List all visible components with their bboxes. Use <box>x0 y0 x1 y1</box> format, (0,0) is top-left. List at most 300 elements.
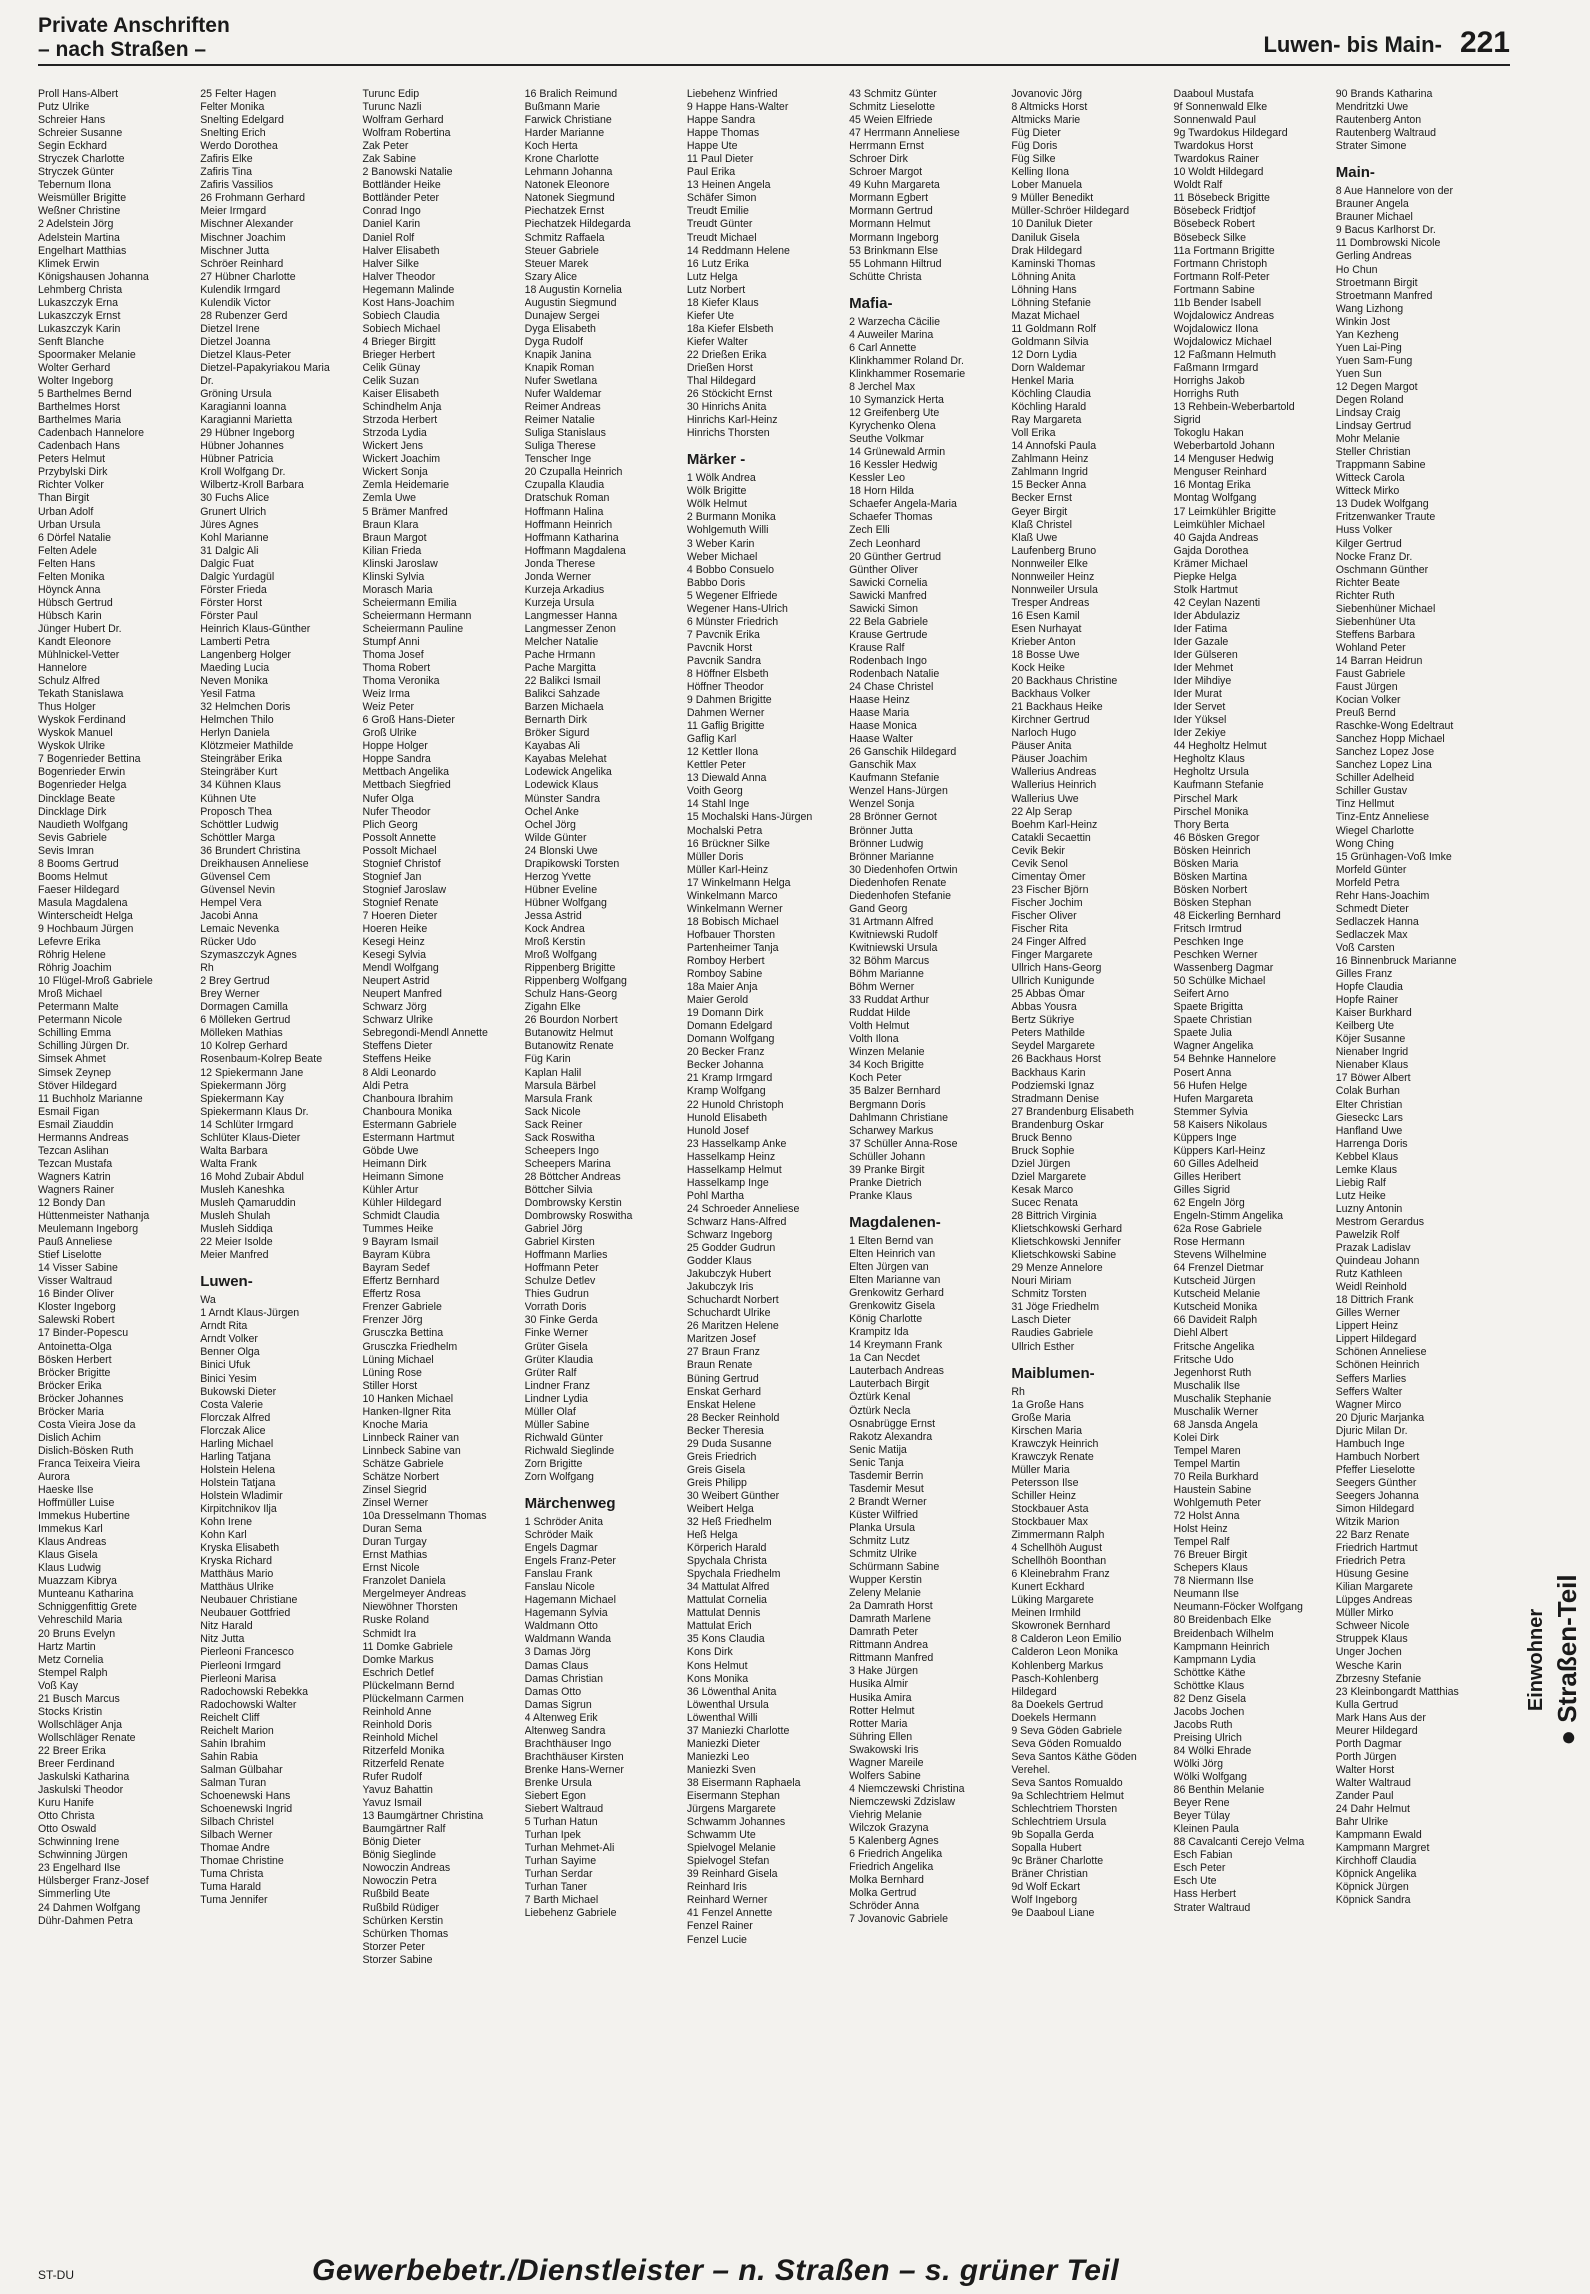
list-item: Plich Georg <box>362 818 418 831</box>
list-item: Sobiech Claudia <box>362 309 440 322</box>
list-item: Yan Kezheng <box>1335 328 1399 341</box>
list-item: Weibert Helga <box>686 1502 754 1515</box>
list-item: Wohland Peter <box>1335 641 1406 654</box>
list-item: Lindner Lydia <box>524 1392 588 1405</box>
list-item: Kaiser Elisabeth <box>362 388 439 401</box>
list-item: Rippenberg Wolfgang <box>524 975 627 988</box>
street-heading: Maiblumen- <box>1011 1364 1095 1382</box>
list-item: 10a Dresselmann Thomas <box>362 1510 487 1523</box>
list-item: Zak Peter <box>362 140 409 153</box>
list-item: 14 Reddmann Helene <box>686 244 790 257</box>
list-item: Winkin Jost <box>1335 315 1390 328</box>
list-item: Hofbauer Thorsten <box>686 928 776 941</box>
list-item: 23 Fischer Björn <box>1011 883 1089 896</box>
list-item: Fischer Oliver <box>1011 909 1077 922</box>
list-item: Mettbach Siegfried <box>362 779 451 792</box>
list-item: Pawelzik Rolf <box>1335 1228 1400 1241</box>
list-item: Kaminski Thomas <box>1011 257 1096 270</box>
list-item: Schöttke Käthe <box>1173 1666 1246 1679</box>
list-item: Dalgic Yurdagül <box>200 570 275 583</box>
list-item: 9 Seva Göden Gabriele <box>1011 1724 1123 1737</box>
list-item: Kloster Ingeborg <box>38 1301 116 1314</box>
list-item: Wolter Gerhard <box>38 361 111 374</box>
list-item: Böttcher Silvia <box>524 1183 593 1196</box>
list-item: Felten Adele <box>38 544 97 557</box>
list-item: Damas Claus <box>524 1659 589 1672</box>
list-item: 84 Wölki Ehrade <box>1173 1744 1252 1757</box>
list-item: Zorn Brigitte <box>524 1457 583 1470</box>
list-item: Ider Abdulaziz <box>1173 609 1241 622</box>
list-item: Braun Margot <box>362 531 427 544</box>
street-heading: Main- <box>1335 164 1375 182</box>
list-item: Herzog Yvette <box>524 870 592 883</box>
list-item: Horrighs Ruth <box>1173 388 1239 401</box>
list-item: Schöttler Ludwig <box>200 818 279 831</box>
list-item: 27 Brandenburg Elisabeth <box>1011 1105 1134 1118</box>
list-item: Lüking Margarete <box>1011 1594 1094 1607</box>
list-item: 9 Müller Benedikt <box>1011 192 1094 205</box>
list-item: Adelstein Martina <box>38 231 120 244</box>
list-item: Bottländer Peter <box>362 192 439 205</box>
list-item: Brenke Ursula <box>524 1776 592 1789</box>
list-item: Sevis Imran <box>38 844 94 857</box>
list-item: Godder Klaus <box>686 1255 752 1268</box>
list-item: 34 Koch Brigitte <box>849 1059 924 1072</box>
list-item: 8 Booms Gertrud <box>38 857 119 870</box>
list-item: 11 Gaflig Brigitte <box>686 720 765 733</box>
list-item: Wölki Jörg <box>1173 1758 1223 1770</box>
list-item: 7 Pavcnik Erika <box>686 628 760 641</box>
list-item: Elten Heinrich van <box>849 1247 936 1260</box>
side-tab <box>1522 1380 1586 1940</box>
list-item: Yuen Sam-Fung <box>1335 354 1413 367</box>
list-item: Sühring Ellen <box>849 1730 913 1743</box>
list-item: 18a Kiefer Elsbeth <box>686 322 774 335</box>
list-item: Wollschläger Anja <box>38 1718 123 1731</box>
list-item: Schellhöh Boonthan <box>1011 1555 1107 1568</box>
list-item: Silbach Christel <box>200 1816 274 1829</box>
list-item: Schweer Nicole <box>1335 1620 1410 1633</box>
list-item: Hoppe Sandra <box>362 753 431 766</box>
list-item: Wesche Karin <box>1335 1659 1402 1672</box>
list-item: Klaus Gisela <box>38 1549 98 1562</box>
list-item: Fritsch Irmtrud <box>1173 923 1242 935</box>
list-item: 6 Friedrich Angelika <box>849 1848 943 1861</box>
list-item: Elten Marianne van <box>849 1274 941 1287</box>
list-item: Wyskok Ferdinand <box>38 714 126 727</box>
list-item: Nonnweiler Heinz <box>1011 570 1095 583</box>
list-item: Hasselkamp Inge <box>686 1176 769 1189</box>
list-item: Kiefer Ute <box>686 309 734 322</box>
list-item: Eisermann Stephan <box>686 1790 780 1802</box>
list-item: Pache Hrmann <box>524 649 596 662</box>
list-item: 10 Daniluk Dieter <box>1011 218 1093 231</box>
list-item: Schulze Detlev <box>524 1275 596 1288</box>
list-item: 37 Schüller Anna-Rose <box>849 1137 958 1150</box>
list-item: Hanfland Uwe <box>1335 1124 1403 1137</box>
list-item: 14 Grünewald Armin <box>849 446 946 459</box>
list-item: Neupert Astrid <box>362 975 430 988</box>
list-item: Kryska Elisabeth <box>200 1542 280 1555</box>
list-item: Twardokus Horst <box>1173 140 1254 153</box>
list-item: Schwarz Hans-Alfred <box>686 1215 787 1228</box>
list-item: Wagners Katrin <box>38 1170 111 1183</box>
list-item: Abbas Yousra <box>1011 1001 1077 1014</box>
list-item: Simsek Zeynep <box>38 1066 112 1079</box>
list-item: 54 Behnke Hannelore <box>1173 1053 1277 1066</box>
list-item: Steuer Gabriele <box>524 244 599 257</box>
list-item: 28 Becker Reinhold <box>686 1411 780 1424</box>
list-item: Rittmann Manfred <box>849 1652 934 1665</box>
list-item: 7 Barth Michael <box>524 1894 599 1907</box>
list-item: Müller Mirko <box>1335 1607 1394 1620</box>
list-item: Breer Ferdinand <box>38 1758 115 1770</box>
list-item: Becker Johanna <box>686 1059 764 1072</box>
list-item: Lutz Heike <box>1335 1189 1386 1202</box>
list-item: Damrath Marlene <box>849 1613 931 1626</box>
column-7 <box>1011 88 1163 2233</box>
list-item: Felter Monika <box>200 101 265 114</box>
list-item: Siebenhüner Michael <box>1335 602 1436 615</box>
list-item: Strzoda Herbert <box>362 414 438 427</box>
list-item: 13 Heinen Angela <box>686 179 771 192</box>
list-item: Turunc Nazli <box>362 101 422 114</box>
list-item: Aldi Petra <box>362 1079 409 1092</box>
list-item: Linnbeck Sabine van <box>362 1444 461 1457</box>
list-item: 1 Schröder Anita <box>524 1516 603 1529</box>
list-item: 16 Esen Kamil <box>1011 609 1080 622</box>
list-item: Enskat Gerhard <box>686 1385 762 1398</box>
list-item: 14 Visser Sabine <box>38 1262 118 1275</box>
list-item: Tuma Jennifer <box>200 1894 268 1907</box>
list-item: Dislich-Bösken Ruth <box>38 1444 134 1457</box>
list-item: Siebert Waltraud <box>524 1803 604 1816</box>
list-item: Meurer Hildegard <box>1335 1724 1418 1737</box>
list-item: Hoffmann Marlies <box>524 1249 608 1262</box>
list-item: Mormann Helmut <box>849 218 931 231</box>
list-item: Pavcnik Horst <box>686 641 753 654</box>
list-item: Maniezki Dieter <box>686 1737 760 1750</box>
directory-columns <box>38 88 1488 2233</box>
list-item: Kutscheid Jürgen <box>1173 1275 1256 1288</box>
list-item: Neubauer Gottfried <box>200 1607 291 1620</box>
list-item: 32 Böhm Marcus <box>849 955 930 967</box>
list-item: Keilberg Ute <box>1335 1020 1395 1033</box>
list-item: Damrath Peter <box>849 1626 918 1639</box>
list-item: Pranke Dietrich <box>849 1176 922 1189</box>
list-item: 13 Baumgärtner Christina <box>362 1810 484 1823</box>
list-item: Köpnick Jürgen <box>1335 1881 1409 1894</box>
list-item: 28 Rubenzer Gerd <box>200 309 288 322</box>
list-item: 20 Becker Franz <box>686 1046 765 1059</box>
list-item: Preuß Bernd <box>1335 707 1396 720</box>
list-item: Pierleoni Francesco <box>200 1646 294 1659</box>
list-item: Schöttke Klaus <box>1173 1679 1245 1692</box>
list-item: Jacobi Anna <box>200 909 258 922</box>
list-item: 14 Menguser Hedwig <box>1173 453 1274 466</box>
list-item: Voß Carsten <box>1335 941 1395 954</box>
list-item: Steingräber Kurt <box>200 766 278 779</box>
list-item: Daniluk Gisela <box>1011 231 1080 244</box>
list-item: Dorn Waldemar <box>1011 361 1086 374</box>
list-item: Knoche Maria <box>362 1418 428 1431</box>
list-item: 2 Burmann Monika <box>686 511 776 524</box>
list-item: Nouri Miriam <box>1011 1275 1072 1288</box>
list-item: 5 Wegener Elfriede <box>686 589 778 602</box>
list-item: 11 Buchholz Marianne <box>38 1092 143 1105</box>
list-item: Ganschik Max <box>849 759 917 772</box>
list-item: Engeln-Stimm Angelika <box>1173 1210 1284 1223</box>
list-item: Hegemann Malinde <box>362 283 455 296</box>
list-item: 33 Ruddat Arthur <box>849 994 930 1007</box>
list-item: Plückelmann Carmen <box>362 1692 464 1705</box>
list-item: 12 Spiekermann Jane <box>200 1066 304 1079</box>
list-item: Bräner Christian <box>1011 1868 1088 1881</box>
list-item: Happe Sandra <box>686 114 756 127</box>
list-item: Thoma Josef <box>362 649 424 662</box>
list-item: Fritsche Udo <box>1173 1353 1234 1366</box>
list-item: 72 Holst Anna <box>1173 1510 1240 1523</box>
list-item: Löwenthal Ursula <box>686 1698 769 1711</box>
list-item: Kilian Margarete <box>1335 1581 1413 1594</box>
list-item: Kirchner Gertrud <box>1011 714 1090 727</box>
list-item: Tempel Martin <box>1173 1457 1241 1470</box>
list-item: Reimer Andreas <box>524 401 601 414</box>
list-item: Öztürk Necla <box>849 1404 911 1417</box>
list-item: Matthäus Mario <box>200 1568 274 1581</box>
list-item: Planka Ursula <box>849 1521 916 1534</box>
list-item: Mergelmeyer Andreas <box>362 1588 467 1601</box>
list-item: Arndt Rita <box>200 1320 248 1333</box>
list-item: 30 Fuchs Alice <box>200 492 270 505</box>
list-item: Thomae Christine <box>200 1855 284 1868</box>
list-item: Nonnweiler Elke <box>1011 557 1088 570</box>
list-item: Bernarth Dirk <box>524 714 588 727</box>
list-item: Effertz Bernhard <box>362 1275 440 1288</box>
list-item: Pierleoni Marisa <box>200 1672 277 1685</box>
list-item: Ochel Anke <box>524 805 579 818</box>
list-item: Große Maria <box>1011 1411 1071 1424</box>
list-item: Siebert Egon <box>524 1790 586 1802</box>
list-item: Wojdalowicz Andreas <box>1173 309 1275 322</box>
list-item: 1 Wölk Andrea <box>686 472 756 485</box>
list-item: Dincklage Dirk <box>38 805 107 818</box>
list-item: Barthelmes Horst <box>38 401 120 414</box>
list-item: Reinhard Werner <box>686 1894 768 1907</box>
list-item: Wenzel Sonja <box>849 798 915 811</box>
list-item: Krause Gertrude <box>849 628 928 641</box>
list-item: Nowoczin Petra <box>362 1875 437 1888</box>
list-item: 8 Aldi Leonardo <box>362 1066 437 1079</box>
list-item: Schätze Norbert <box>362 1470 439 1483</box>
list-item: Kohlenberg Markus <box>1011 1659 1104 1672</box>
list-item: Sahin Ibrahim <box>200 1737 266 1750</box>
list-item: Klinkhammer Roland Dr. <box>849 354 964 367</box>
list-item: Seffers Marlies <box>1335 1372 1407 1385</box>
list-item: Hübsch Karin <box>38 609 102 622</box>
list-item: Tempel Maren <box>1173 1444 1241 1457</box>
list-item: Klaß Uwe <box>1011 531 1058 544</box>
list-item: Brönner Jutta <box>849 824 913 837</box>
list-item: Dziel Jürgen <box>1011 1157 1071 1170</box>
list-item: Schürken Kerstin <box>362 1914 444 1927</box>
list-item: Pauß Anneliese <box>38 1236 113 1249</box>
list-item: Jüres Agnes <box>200 518 259 531</box>
list-item: Schoenewski Ingrid <box>200 1803 293 1816</box>
list-item: Jonda Werner <box>524 570 592 583</box>
list-item: Yesil Fatma <box>200 688 256 701</box>
list-item: Reinhold Doris <box>362 1718 432 1731</box>
list-item: 11 Dombrowski Nicole <box>1335 237 1441 250</box>
list-item: 25 Abbas Ömar <box>1011 988 1085 1001</box>
list-item: Bösken Stephan <box>1173 896 1252 909</box>
list-item: Füg Dieter <box>1011 127 1061 140</box>
list-item: Jacobs Ruth <box>1173 1718 1233 1731</box>
header-title <box>38 14 230 62</box>
list-item: Hoffmann Peter <box>524 1262 599 1275</box>
list-item: Otto Oswald <box>38 1823 97 1836</box>
list-item: Gröning Ursula <box>200 388 272 401</box>
list-item: Schilling Jürgen Dr. <box>38 1040 130 1053</box>
list-item: Morfeld Günter <box>1335 863 1407 876</box>
list-item: Dalgic Fuat <box>200 557 254 570</box>
list-item: Luzny Antonin <box>1335 1202 1403 1215</box>
list-item: Stognief Christof <box>362 857 441 870</box>
list-item: Jaskulski Katharina <box>38 1771 130 1784</box>
list-item: Dratschuk Roman <box>524 492 610 505</box>
list-item: Balikci Sahzade <box>524 688 601 701</box>
list-item: Schmidt Claudia <box>362 1210 440 1223</box>
list-item: Rotter Helmut <box>849 1704 915 1717</box>
list-item: 29 Hübner Ingeborg <box>200 427 295 440</box>
list-item: Degen Roland <box>1335 393 1404 406</box>
list-item: Ullrich Kunigunde <box>1011 975 1095 988</box>
list-item: Kiefer Walter <box>686 335 748 348</box>
street-range: Luwen- bis Main- <box>1263 32 1442 57</box>
list-item: Lindner Franz <box>524 1379 591 1392</box>
list-item: Schiller Adelheid <box>1335 772 1415 785</box>
list-item: Schmitz Ulrike <box>849 1548 917 1561</box>
list-item: Zemla Heidemarie <box>362 479 449 492</box>
list-item: Holstein Tatjana <box>200 1476 276 1489</box>
list-item: Stolk Hartmut <box>1173 583 1238 596</box>
list-item: Schwarz Jörg <box>362 1001 427 1014</box>
list-item: Greis Philipp <box>686 1476 747 1489</box>
list-item: Ider Yüksel <box>1173 714 1227 727</box>
list-item: Heimann Simone <box>362 1170 444 1183</box>
list-item: 8 Calderon Leon Emilio <box>1011 1633 1122 1646</box>
list-item: Diedenhofen Renate <box>849 876 947 889</box>
list-item: Pranke Klaus <box>849 1189 913 1202</box>
list-item: Schmitz Torsten <box>1011 1288 1087 1301</box>
list-item: 22 Meier Isolde <box>200 1236 273 1249</box>
list-item: Augustin Siegmund <box>524 296 617 309</box>
footer-code: ST-DU <box>38 2268 74 2282</box>
header-rule <box>38 64 1510 66</box>
list-item: Klimek Erwin <box>38 257 100 270</box>
list-item: Hüttenmeister Nathanja <box>38 1210 150 1223</box>
list-item: Rosenbaum-Kolrep Beate <box>200 1053 323 1066</box>
list-item: Grusczka Bettina <box>362 1327 444 1340</box>
list-item: Bröcker Maria <box>38 1405 104 1418</box>
list-item: 4 Schellhöh August <box>1011 1542 1103 1555</box>
list-item: Kesegi Heinz <box>362 936 425 949</box>
list-item: Schlüter Klaus-Dieter <box>200 1131 301 1144</box>
list-item: Lüning Michael <box>362 1353 434 1366</box>
list-item: Drak Hildegard <box>1011 244 1082 257</box>
list-item: Rakotz Alexandra <box>849 1430 933 1443</box>
list-item: 8 Altmicks Horst <box>1011 101 1088 114</box>
list-item: Spielvogel Stefan <box>686 1855 770 1868</box>
list-item: Richwald Sieglinde <box>524 1444 615 1457</box>
list-item: 16 Kessler Hedwig <box>849 459 938 472</box>
list-item: Tummes Heike <box>362 1223 434 1236</box>
list-item: 62 Engeln Jörg <box>1173 1196 1245 1209</box>
list-item: Böhm Marianne <box>849 968 924 981</box>
list-item: Liebehenz Gabriele <box>524 1907 617 1920</box>
list-item: 68 Jansda Angela <box>1173 1418 1258 1431</box>
list-item: Löhning Hans <box>1011 283 1077 296</box>
list-item: Lefevre Erika <box>38 936 101 949</box>
list-item: Spielvogel Melanie <box>686 1842 776 1855</box>
list-item: 15 Mochalski Hans-Jürgen <box>686 811 813 824</box>
list-item: Backhaus Karin <box>1011 1066 1086 1079</box>
list-item: Meier Irmgard <box>200 205 267 218</box>
list-item: Ritzerfeld Monika <box>362 1744 445 1757</box>
list-item: 16 Bralich Reimund <box>524 88 618 100</box>
list-item: Dincklage Beate <box>38 792 116 805</box>
list-item: Ider Mihdiye <box>1173 675 1232 688</box>
list-item: 30 Weibert Günther <box>686 1489 780 1502</box>
list-item: Frenzer Jörg <box>362 1314 423 1327</box>
list-item: Kaufmann Stefanie <box>1173 779 1264 792</box>
list-item: Kesegi Sylvia <box>362 949 427 962</box>
list-item: Kilger Gertrud <box>1335 537 1402 550</box>
list-item: Walta Frank <box>200 1157 257 1170</box>
list-item: 24 Finger Alfred <box>1011 936 1087 949</box>
list-item: Breidenbach Wilhelm <box>1173 1627 1274 1640</box>
list-item: Urban Ursula <box>38 518 101 531</box>
list-item: Bröcker Erika <box>38 1379 102 1392</box>
list-item: Wallerius Heinrich <box>1011 779 1097 792</box>
list-item: Lemaic Nevenka <box>200 923 280 935</box>
list-item: Damas Sigrun <box>524 1698 592 1711</box>
list-item: Bönig Sieglinde <box>362 1849 437 1862</box>
list-item: Dunajew Sergei <box>524 309 600 322</box>
list-item: Kirpitchnikov Ilja <box>200 1502 277 1515</box>
list-item: Binici Ufuk <box>200 1359 251 1372</box>
list-item: Damas Christian <box>524 1672 603 1685</box>
list-item: Domann Wolfgang <box>686 1033 775 1046</box>
list-item: Wassenberg Dagmar <box>1173 962 1274 975</box>
list-item: Jovanovic Jörg <box>1011 88 1082 100</box>
list-item: Klaß Christel <box>1011 518 1072 531</box>
list-item: 4 Bobbo Consuelo <box>686 563 775 576</box>
list-item: König Charlotte <box>849 1313 923 1326</box>
list-item: Kessler Leo <box>849 472 906 485</box>
list-item: Kurzeja Arkadius <box>524 583 605 596</box>
page-header <box>38 14 1510 64</box>
list-item: Stradmann Denise <box>1011 1092 1100 1105</box>
list-item: Marsula Bärbel <box>524 1079 596 1092</box>
list-item: Kock Andrea <box>524 923 585 935</box>
list-item: Holstein Wladimir <box>200 1489 283 1502</box>
list-item: Scharwey Markus <box>849 1124 934 1137</box>
list-item: Gabriel Jörg <box>524 1223 583 1236</box>
list-item: 24 Dahmen Wolfgang <box>38 1901 141 1914</box>
list-item: Celik Suzan <box>362 375 419 388</box>
list-item: Dombrowsky Kerstin <box>524 1196 622 1209</box>
